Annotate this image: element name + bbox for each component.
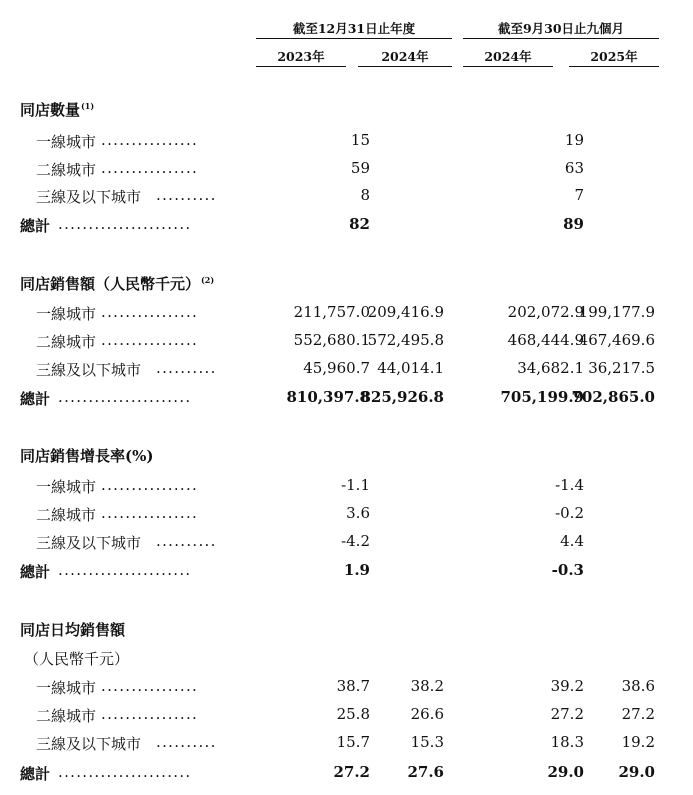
leader-dots: ................ (101, 476, 199, 494)
cell-value: 810,397.8 (286, 388, 370, 406)
table-row (0, 159, 693, 181)
cell-value: 26.6 (410, 705, 444, 723)
cell-value: 202,072.9 (507, 303, 584, 321)
leader-dots: ................ (101, 303, 199, 321)
row-label: 二線城市 (36, 506, 97, 524)
leader-dots: .......... (156, 532, 217, 550)
cell-value: 39.2 (550, 677, 584, 695)
table-row-total (0, 388, 693, 410)
cell-value: 34,682.1 (517, 359, 584, 377)
section-title-store-count: 同店數量$^{(1)}$ (20, 101, 95, 119)
cell-value: 15.7 (336, 733, 370, 751)
cell-value: 7 (574, 186, 584, 204)
table-row-total (0, 763, 693, 785)
cell-value: 38.6 (621, 677, 655, 695)
cell-value: 38.2 (410, 677, 444, 695)
section-title-store-sales: 同店銷售額（人民幣千元）$^{(2)}$ (20, 275, 215, 293)
row-label-total: 總計 (20, 563, 51, 581)
cell-value: 19.2 (621, 733, 655, 751)
table-row (0, 331, 693, 353)
cell-value: 19 (564, 131, 584, 149)
cell-value: 27.6 (407, 763, 444, 781)
cell-value: 44,014.1 (377, 359, 444, 377)
cell-value: 82 (349, 215, 370, 233)
cell-value: 27.2 (550, 705, 584, 723)
header-year-rule (569, 66, 659, 67)
row-label-total: 總計 (20, 765, 51, 783)
header-group-nine-months-rule (463, 38, 659, 39)
cell-value: -4.2 (341, 532, 370, 550)
cell-value: -0.2 (555, 504, 584, 522)
cell-value: 572,495.8 (367, 331, 444, 349)
header-year-2024-9m: 2024年 (484, 49, 532, 64)
cell-value: 36,217.5 (588, 359, 655, 377)
cell-value: -1.4 (555, 476, 584, 494)
table-row-total (0, 561, 693, 583)
leader-dots: ................ (101, 159, 199, 177)
header-group-nine-months: 截至9月30日止九個月 (497, 21, 625, 36)
table-row (0, 476, 693, 498)
cell-value: 18.3 (550, 733, 584, 751)
table-row (0, 504, 693, 526)
leader-dots: ...................... (58, 561, 192, 579)
leader-dots: ...................... (58, 388, 192, 406)
table-row (0, 733, 693, 755)
cell-value: 15 (350, 131, 370, 149)
cell-value: 702,865.0 (571, 388, 655, 406)
table-row (0, 186, 693, 208)
cell-value: 825,926.8 (360, 388, 444, 406)
table-row (0, 359, 693, 381)
header-year-rule (463, 66, 553, 67)
leader-dots: .......... (156, 359, 217, 377)
leader-dots: ...................... (58, 215, 192, 233)
cell-value: 15.3 (410, 733, 444, 751)
cell-value: 211,757.0 (293, 303, 370, 321)
cell-value: 89 (563, 215, 584, 233)
header-year-rule (358, 66, 452, 67)
row-label: 三線及以下城市 (36, 361, 142, 379)
leader-dots: ................ (101, 705, 199, 723)
row-label-total: 總計 (20, 390, 51, 408)
table-row (0, 303, 693, 325)
row-label: 一線城市 (36, 305, 97, 323)
row-label: 一線城市 (36, 478, 97, 496)
cell-value: 27.2 (621, 705, 655, 723)
cell-value: -1.1 (341, 476, 370, 494)
row-label: 三線及以下城市 (36, 534, 142, 552)
leader-dots: ................ (101, 131, 199, 149)
cell-value: 29.0 (618, 763, 655, 781)
cell-value: 27.2 (333, 763, 370, 781)
row-label: 三線及以下城市 (36, 735, 142, 753)
cell-value: 1.9 (343, 561, 370, 579)
row-label: 一線城市 (36, 679, 97, 697)
cell-value: 45,960.7 (303, 359, 370, 377)
cell-value: 38.7 (336, 677, 370, 695)
header-group-fiscal-year-rule (256, 38, 452, 39)
table-row (0, 131, 693, 153)
cell-value: 3.6 (346, 504, 370, 522)
footnote-marker: (1) (81, 101, 95, 111)
row-label: 三線及以下城市 (36, 188, 142, 206)
section-title-sales-growth: 同店銷售增長率(%) (20, 447, 154, 465)
footnote-marker: (2) (201, 275, 215, 285)
header-year-rule (256, 66, 346, 67)
cell-value: 8 (360, 186, 370, 204)
table-row (0, 677, 693, 699)
cell-value: 4.4 (560, 532, 584, 550)
cell-value: -0.3 (551, 561, 584, 579)
header-year-2024-fy: 2024年 (381, 49, 429, 64)
cell-value: 468,444.9 (507, 331, 584, 349)
section-title-daily-sales: 同店日均銷售額 (20, 621, 126, 639)
table-row (0, 532, 693, 554)
header-year-2025-9m: 2025年 (590, 49, 638, 64)
row-label: 一線城市 (36, 133, 97, 151)
leader-dots: ................ (101, 677, 199, 695)
leader-dots: .......... (156, 186, 217, 204)
leader-dots: ...................... (58, 763, 192, 781)
table-row-total (0, 215, 693, 237)
cell-value: 63 (564, 159, 584, 177)
row-label-total: 總計 (20, 217, 51, 235)
row-label: 二線城市 (36, 707, 97, 725)
cell-value: 59 (350, 159, 370, 177)
header-group-fiscal-year: 截至12月31日止年度 (292, 21, 416, 36)
table-row (0, 705, 693, 727)
leader-dots: ................ (101, 504, 199, 522)
leader-dots: .......... (156, 733, 217, 751)
cell-value: 199,177.9 (578, 303, 655, 321)
cell-value: 29.0 (547, 763, 584, 781)
header-year-2023: 2023年 (277, 49, 325, 64)
row-label: 二線城市 (36, 333, 97, 351)
cell-value: 705,199.9 (500, 388, 584, 406)
cell-value: 467,469.6 (578, 331, 655, 349)
cell-value: 552,680.1 (293, 331, 370, 349)
section-subtitle-unit: （人民幣千元） (24, 650, 130, 668)
leader-dots: ................ (101, 331, 199, 349)
row-label: 二線城市 (36, 161, 97, 179)
cell-value: 25.8 (336, 705, 370, 723)
cell-value: 209,416.9 (367, 303, 444, 321)
